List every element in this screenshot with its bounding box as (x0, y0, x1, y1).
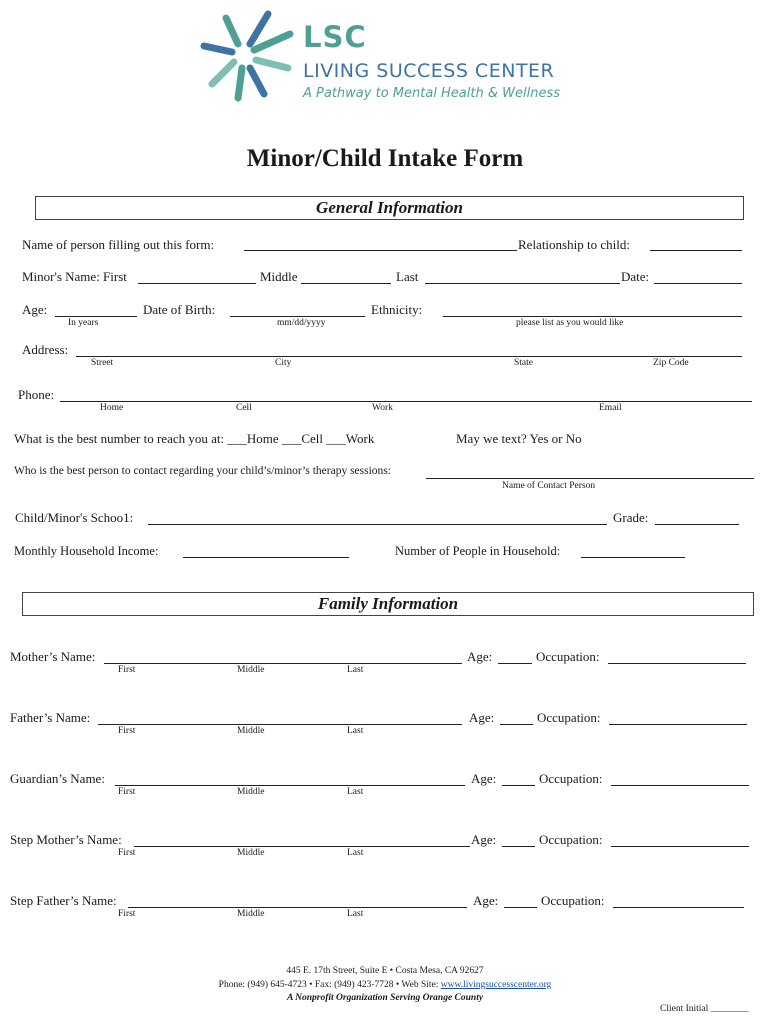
relationship-field[interactable] (650, 250, 742, 251)
step-father-occupation-label: Occupation: (541, 893, 605, 908)
family-info-heading (22, 592, 754, 616)
school-field[interactable] (148, 524, 607, 525)
mother-first-hint: First (118, 665, 136, 675)
footer-contact (0, 980, 770, 990)
income-field[interactable] (183, 557, 349, 558)
best-person-label: Who is the best person to contact regarding your child’s/minor’s therapy sessions: (14, 465, 391, 477)
step-father-age-field[interactable] (504, 907, 537, 908)
best-person-field[interactable] (426, 478, 754, 479)
footer-nonprofit: A Nonprofit Organization Serving Orange County (286, 993, 484, 1003)
logo-name: LIVING SUCCESS CENTER (303, 60, 555, 82)
income-label: Monthly Household Income: (14, 544, 159, 558)
guardian-last-hint: Last (347, 787, 364, 797)
logo-mark: LSC (303, 20, 367, 54)
minor-first-label: Minor's Name: First (22, 269, 127, 284)
mother-name-field[interactable] (104, 663, 462, 664)
household-field[interactable] (581, 557, 685, 558)
address-label: Address: (22, 342, 69, 357)
dob-hint: mm/dd/yyyy (277, 318, 326, 328)
mother-occupation-label: Occupation: (536, 649, 600, 664)
general-info-heading-text: General Information (316, 198, 463, 217)
ethnicity-field[interactable] (443, 316, 742, 317)
mother-age-label: Age: (467, 649, 493, 664)
step-mother-age-label: Age: (471, 832, 497, 847)
phone-cell-hint: Cell (236, 403, 252, 413)
phone-email-hint: Email (599, 403, 622, 413)
website-link[interactable]: www.livingsuccesscenter.org (440, 980, 552, 990)
guardian-age-field[interactable] (502, 785, 535, 786)
father-first-hint: First (118, 726, 136, 736)
ethnicity-hint: please list as you would like (516, 318, 624, 328)
step-father-middle-hint: Middle (237, 909, 265, 919)
phone-work-hint: Work (372, 403, 393, 413)
father-name-field[interactable] (98, 724, 462, 725)
footer-address: 445 E. 17th Street, Suite E • Costa Mesa, CA 92627 (286, 966, 484, 976)
father-age-label: Age: (469, 710, 495, 725)
general-info-heading (35, 196, 744, 220)
step-father-last-hint: Last (347, 909, 364, 919)
step-mother-last-hint: Last (347, 848, 364, 858)
minor-last-label: Last (396, 269, 419, 284)
father-occupation-field[interactable] (609, 724, 747, 725)
logo-tagline: A Pathway to Mental Health & Wellness (303, 86, 560, 101)
date-label: Date: (621, 269, 650, 284)
phone-field[interactable] (60, 401, 752, 402)
step-father-age-label: Age: (473, 893, 499, 908)
starburst-logo-icon (198, 8, 298, 108)
mother-name-label: Mother’s Name: (10, 649, 96, 664)
step-mother-occupation-label: Occupation: (539, 832, 603, 847)
dob-label: Date of Birth: (143, 302, 216, 317)
phone-label: Phone: (18, 387, 55, 402)
address-zip-hint: Zip Code (653, 358, 689, 368)
guardian-age-label: Age: (471, 771, 497, 786)
grade-field[interactable] (655, 524, 739, 525)
person-filling-field[interactable] (244, 250, 517, 251)
relationship-label: Relationship to child: (518, 237, 630, 252)
contact-name-hint: Name of Contact Person (502, 481, 596, 491)
guardian-middle-hint: Middle (237, 787, 265, 797)
guardian-name-label: Guardian’s Name: (10, 771, 105, 786)
minor-first-field[interactable] (138, 283, 256, 284)
father-occupation-label: Occupation: (537, 710, 601, 725)
step-mother-first-hint: First (118, 848, 136, 858)
guardian-occupation-label: Occupation: (539, 771, 603, 786)
step-father-name-field[interactable] (128, 907, 467, 908)
address-field[interactable] (76, 356, 742, 357)
ethnicity-label: Ethnicity: (371, 302, 423, 317)
mother-occupation-field[interactable] (608, 663, 746, 664)
page-title: Minor/Child Intake Form (246, 145, 524, 172)
minor-middle-label: Middle (260, 269, 298, 284)
step-mother-name-label: Step Mother’s Name: (10, 832, 122, 847)
step-mother-age-field[interactable] (502, 846, 535, 847)
age-field[interactable] (55, 316, 137, 317)
address-city-hint: City (275, 358, 292, 368)
mother-last-hint: Last (347, 665, 364, 675)
footer-phone-fax: Phone: (949) 645-4723 • Fax: (949) 423-7728 • Web Site: (218, 980, 439, 990)
school-label: Child/Minor's Schoo1: (15, 510, 134, 525)
client-initial: Client Initial ________ (660, 1004, 749, 1014)
grade-label: Grade: (613, 510, 649, 525)
family-info-heading-text: Family Information (317, 594, 459, 613)
person-filling-label: Name of person filling out this form: (22, 237, 215, 252)
step-mother-name-field[interactable] (134, 846, 470, 847)
step-mother-middle-hint: Middle (237, 848, 265, 858)
minor-last-field[interactable] (425, 283, 620, 284)
household-label: Number of People in Household: (395, 544, 561, 558)
address-state-hint: State (514, 358, 533, 368)
father-last-hint: Last (347, 726, 364, 736)
date-field[interactable] (654, 283, 742, 284)
father-age-field[interactable] (500, 724, 533, 725)
dob-field[interactable] (230, 316, 365, 317)
step-father-first-hint: First (118, 909, 136, 919)
minor-middle-field[interactable] (301, 283, 391, 284)
age-label: Age: (22, 302, 48, 317)
phone-home-hint: Home (100, 403, 124, 413)
father-middle-hint: Middle (237, 726, 265, 736)
age-hint: In years (68, 318, 99, 328)
best-number-question: What is the best number to reach you at: ___Home ___Cell ___Work (14, 431, 375, 446)
guardian-name-field[interactable] (115, 785, 465, 786)
step-mother-occupation-field[interactable] (611, 846, 749, 847)
step-father-name-label: Step Father’s Name: (10, 893, 117, 908)
father-name-label: Father’s Name: (10, 710, 91, 725)
step-father-occupation-field[interactable] (613, 907, 744, 908)
text-permission-question: May we text? Yes or No (456, 431, 582, 446)
guardian-first-hint: First (118, 787, 136, 797)
address-street-hint: Street (91, 358, 114, 368)
mother-age-field[interactable] (498, 663, 532, 664)
guardian-occupation-field[interactable] (611, 785, 749, 786)
mother-middle-hint: Middle (237, 665, 265, 675)
